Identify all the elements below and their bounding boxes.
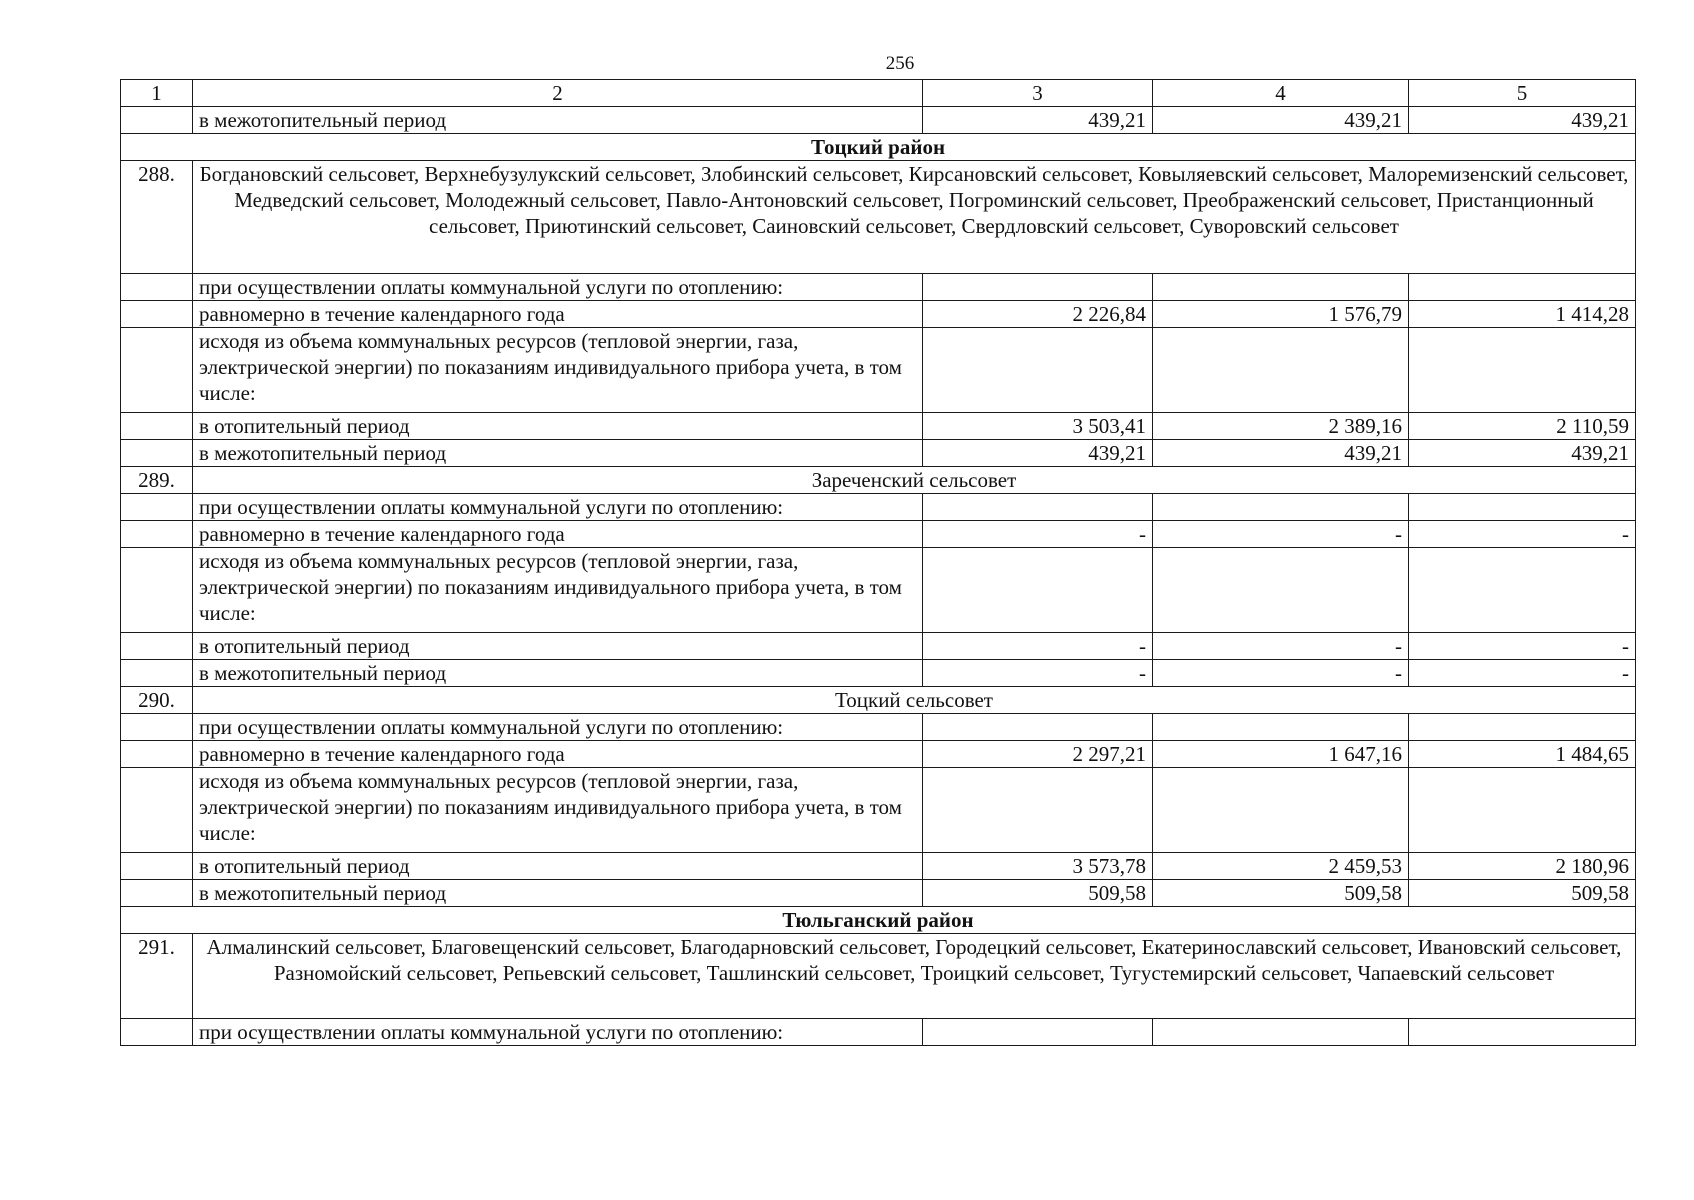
value-cell: 2 110,59 (1409, 413, 1636, 440)
table-row (121, 494, 1636, 521)
value-cell: - (1409, 660, 1636, 687)
value-cell: 2 459,53 (1153, 853, 1409, 880)
value-cell: - (1153, 660, 1409, 687)
row-label: в межотопительный период (193, 440, 923, 467)
row-label: исходя из объема коммунальных ресурсов (тепловой энергии, газа, электрической энергии) по показаниям индивидуального прибора учета, в том числе: (193, 328, 923, 413)
value-cell: 509,58 (923, 880, 1153, 907)
value-cell: 2 180,96 (1409, 853, 1636, 880)
column-header-row (121, 80, 1636, 107)
row-number-cell (121, 301, 193, 328)
settlement-list: Алмалинский сельсовет, Благовещенский сельсовет, Благодарновский сельсовет, Городецкий сельсовет, Екатеринославский сельсовет, Ивановский сельсовет, Разномойский сельсовет, Репьевский сельсовет, Ташлинский сельсовет, Троицкий сельсовет, Тугустемирский сельсовет, Чапаевский сельсовет (193, 934, 1636, 1019)
value-cell: 439,21 (923, 440, 1153, 467)
value-cell: 439,21 (1409, 107, 1636, 134)
value-cell (1409, 494, 1636, 521)
row-number-cell (121, 633, 193, 660)
value-cell (1409, 274, 1636, 301)
value-cell (1409, 714, 1636, 741)
settlement-row (121, 161, 1636, 274)
value-cell (1409, 548, 1636, 633)
value-cell (1153, 274, 1409, 301)
row-number-cell (121, 853, 193, 880)
value-cell: - (923, 633, 1153, 660)
value-cell (923, 1019, 1153, 1046)
value-cell: 1 414,28 (1409, 301, 1636, 328)
settlement-row (121, 934, 1636, 1019)
value-cell: 509,58 (1409, 880, 1636, 907)
value-cell (923, 328, 1153, 413)
settlement-list: Богдановский сельсовет, Верхнебузулукский сельсовет, Злобинский сельсовет, Кирсановский сельсовет, Ковыляевский сельсовет, Малоремизенский сельсовет, Медведский сельсовет, Молодежный сельсовет, Павло-Антоновский сельсовет, Погроминский сельсовет, Преображенский сельсовет, Пристанционный сельсовет, Приютинский сельсовет, Саиновский сельсовет, Свердловский сельсовет, Суворовский сельсовет (193, 161, 1636, 274)
settlement-title: Тоцкий сельсовет (193, 687, 1636, 714)
row-label: в межотопительный период (193, 880, 923, 907)
value-cell: - (923, 521, 1153, 548)
table-row (121, 301, 1636, 328)
row-label: в отопительный период (193, 633, 923, 660)
value-cell: - (1409, 633, 1636, 660)
value-cell: 439,21 (1153, 440, 1409, 467)
tariff-table (120, 79, 1636, 1046)
row-number: 290. (121, 687, 193, 714)
value-cell: 2 297,21 (923, 741, 1153, 768)
table-row (121, 548, 1636, 633)
value-cell: - (1153, 521, 1409, 548)
row-label: равномерно в течение календарного года (193, 301, 923, 328)
district-row (121, 907, 1636, 934)
value-cell: 509,58 (1153, 880, 1409, 907)
column-header: 4 (1153, 80, 1409, 107)
value-cell: - (1409, 521, 1636, 548)
row-number: 289. (121, 467, 193, 494)
row-number-cell (121, 328, 193, 413)
value-cell (1409, 768, 1636, 853)
district-row (121, 134, 1636, 161)
row-number-cell (121, 660, 193, 687)
row-number-cell (121, 741, 193, 768)
value-cell (1153, 548, 1409, 633)
value-cell (1153, 714, 1409, 741)
value-cell: 3 503,41 (923, 413, 1153, 440)
value-cell (923, 548, 1153, 633)
row-label: равномерно в течение календарного года (193, 521, 923, 548)
value-cell: 2 226,84 (923, 301, 1153, 328)
value-cell: 439,21 (1153, 107, 1409, 134)
value-cell (923, 274, 1153, 301)
row-number-cell (121, 521, 193, 548)
row-label: в отопительный период (193, 853, 923, 880)
row-label: в межотопительный период (193, 107, 923, 134)
value-cell (1153, 328, 1409, 413)
value-cell: - (1153, 633, 1409, 660)
row-label: равномерно в течение календарного года (193, 741, 923, 768)
row-label: исходя из объема коммунальных ресурсов (тепловой энергии, газа, электрической энергии) по показаниям индивидуального прибора учета, в том числе: (193, 548, 923, 633)
row-number-cell (121, 107, 193, 134)
table-row (121, 328, 1636, 413)
row-number: 288. (121, 161, 193, 274)
value-cell: 1 484,65 (1409, 741, 1636, 768)
value-cell: 439,21 (923, 107, 1153, 134)
table-row (121, 1019, 1636, 1046)
settlement-row (121, 687, 1636, 714)
value-cell (1153, 494, 1409, 521)
row-label: при осуществлении оплаты коммунальной услуги по отоплению: (193, 714, 923, 741)
row-number-cell (121, 714, 193, 741)
settlement-title: Зареченский сельсовет (193, 467, 1636, 494)
table-row (121, 880, 1636, 907)
value-cell: 2 389,16 (1153, 413, 1409, 440)
table-row (121, 741, 1636, 768)
table-row (121, 714, 1636, 741)
row-number-cell (121, 880, 193, 907)
value-cell: 439,21 (1409, 440, 1636, 467)
table-row (121, 440, 1636, 467)
row-label: при осуществлении оплаты коммунальной услуги по отоплению: (193, 1019, 923, 1046)
value-cell (1153, 768, 1409, 853)
row-label: при осуществлении оплаты коммунальной услуги по отоплению: (193, 274, 923, 301)
table-row (121, 521, 1636, 548)
value-cell: 1 647,16 (1153, 741, 1409, 768)
table-row (121, 633, 1636, 660)
table-row (121, 853, 1636, 880)
value-cell (923, 494, 1153, 521)
row-number-cell (121, 413, 193, 440)
column-header: 3 (923, 80, 1153, 107)
value-cell (1409, 328, 1636, 413)
table-row (121, 768, 1636, 853)
value-cell (1153, 1019, 1409, 1046)
row-number-cell (121, 548, 193, 633)
row-number: 291. (121, 934, 193, 1019)
settlement-row (121, 467, 1636, 494)
row-label: в отопительный период (193, 413, 923, 440)
value-cell (923, 768, 1153, 853)
value-cell: - (923, 660, 1153, 687)
row-number-cell (121, 768, 193, 853)
district-heading: Тюльганский район (121, 907, 1636, 934)
column-header: 2 (193, 80, 923, 107)
value-cell (923, 714, 1153, 741)
table-row (121, 660, 1636, 687)
district-heading: Тоцкий район (121, 134, 1636, 161)
column-header: 1 (121, 80, 193, 107)
table-row (121, 107, 1636, 134)
row-label: в межотопительный период (193, 660, 923, 687)
value-cell: 1 576,79 (1153, 301, 1409, 328)
row-label: исходя из объема коммунальных ресурсов (тепловой энергии, газа, электрической энергии) по показаниям индивидуального прибора учета, в том числе: (193, 768, 923, 853)
value-cell (1409, 1019, 1636, 1046)
column-header: 5 (1409, 80, 1636, 107)
row-label: при осуществлении оплаты коммунальной услуги по отоплению: (193, 494, 923, 521)
table-row (121, 413, 1636, 440)
row-number-cell (121, 494, 193, 521)
value-cell: 3 573,78 (923, 853, 1153, 880)
row-number-cell (121, 274, 193, 301)
row-number-cell (121, 1019, 193, 1046)
table-row (121, 274, 1636, 301)
row-number-cell (121, 440, 193, 467)
page-number: 256 (885, 53, 915, 74)
